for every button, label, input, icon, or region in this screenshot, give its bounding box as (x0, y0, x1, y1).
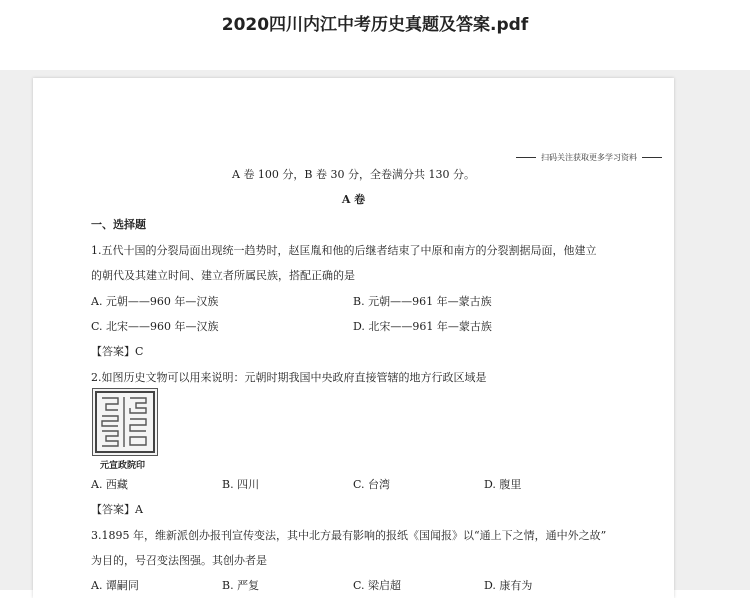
q2-option-c: C. 台湾 (353, 478, 391, 491)
q3-option-c: C. 梁启超 (353, 579, 402, 592)
q2-answer: 【答案】A (91, 503, 143, 516)
q1-option-d: D. 北宋——961 年—蒙古族 (353, 320, 492, 333)
q1-option-c: C. 北宋——960 年—汉族 (91, 320, 219, 333)
section-title: A 卷 (341, 193, 366, 206)
q2-option-d: D. 腹里 (484, 478, 522, 491)
score-note: A 卷 100 分，B 卷 30 分，全卷满分共 130 分。 (232, 168, 475, 181)
part-title: 一、选择题 (91, 218, 146, 231)
document-title: 2020四川内江中考历史真题及答案.pdf (221, 15, 529, 35)
q1-option-a: A. 元朝——960 年—汉族 (91, 295, 219, 308)
divider (516, 157, 536, 158)
q1-option-b: B. 元朝——961 年—蒙古族 (353, 295, 492, 308)
seal-image (92, 388, 158, 456)
q3-option-b: B. 严复 (222, 579, 260, 592)
question-1-line-2: 的朝代及其建立时间、建立者所属民族，搭配正确的是 (91, 269, 355, 282)
q3-option-a: A. 谭嗣同 (91, 579, 139, 592)
question-3-line-2: 为目的，号召变法图强。其创办者是 (91, 554, 267, 567)
q3-option-d: D. 康有为 (484, 579, 533, 592)
pdf-page (33, 78, 674, 598)
question-3-line-1: 3.1895 年，维新派创办报刊宣传变法，其中北方最有影响的报纸《国闻报》以“通上下之情，通中外之故” (91, 529, 607, 542)
promo-banner (511, 152, 667, 163)
question-2-stem: 2.如图历史文物可以用来说明：元朝时期我国中央政府直接管辖的地方行政区域是 (91, 371, 487, 384)
divider (642, 157, 662, 158)
q2-option-a: A. 西藏 (91, 478, 128, 491)
q2-option-b: B. 四川 (222, 478, 260, 491)
q1-answer: 【答案】C (91, 345, 144, 358)
promo-text: 扫码关注获取更多学习资料 (541, 153, 637, 162)
seal-icon (93, 389, 157, 455)
question-1-line-1: 1.五代十国的分裂局面出现统一趋势时，赵匡胤和他的后继者结束了中原和南方的分裂割据局面，他建立 (91, 244, 597, 257)
title-bar (0, 0, 750, 70)
seal-caption: 元宣政院印 (100, 461, 146, 471)
